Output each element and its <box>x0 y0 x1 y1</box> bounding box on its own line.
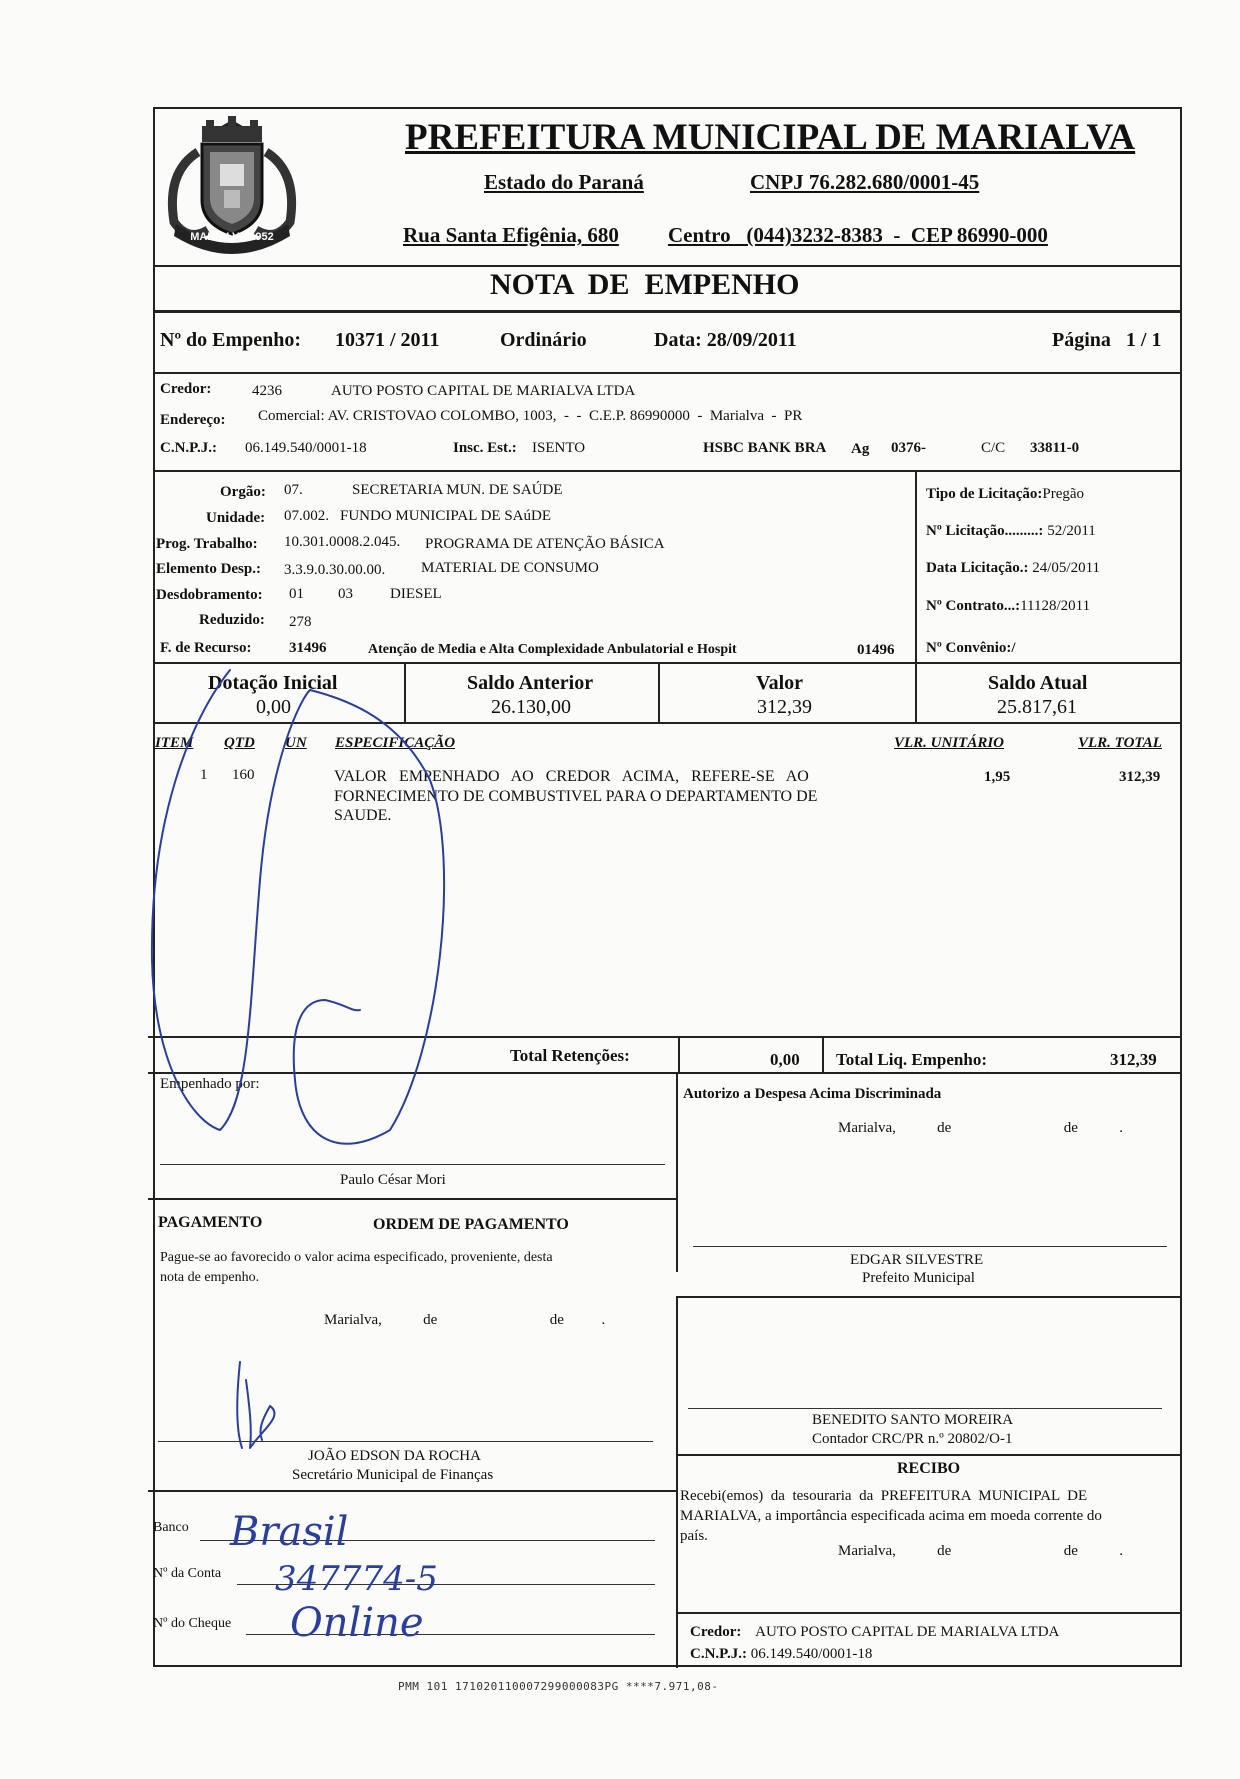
address-rest: Centro (044)3232-8383 - CEP 86990-000 <box>668 223 1048 247</box>
retencoes-value: 0,00 <box>770 1050 800 1069</box>
liq-value: 312,39 <box>1110 1050 1157 1069</box>
bank-name: HSBC BANK BRA <box>703 440 827 456</box>
empenhado-name: Paulo César Mori <box>340 1172 446 1188</box>
bottom-cnpj-label: C.N.P.J.: <box>690 1646 747 1662</box>
recibo-text-3: país. <box>680 1528 708 1544</box>
large-signature-stroke <box>152 670 444 1144</box>
contador-name: BENEDITO SANTO MOREIRA <box>812 1412 1014 1428</box>
dotacao-inicial-label: Dotação Inicial <box>208 672 338 694</box>
insc-value: ISENTO <box>532 440 586 456</box>
place-date-2: Marialva, de de . <box>324 1312 606 1328</box>
credor-name: AUTO POSTO CAPITAL DE MARIALVA LTDA <box>331 383 636 399</box>
orgao-name: SECRETARIA MUN. DE SAÚDE <box>352 482 563 498</box>
cc-label: C/C <box>981 440 1006 456</box>
contrato-label: Nº Contrato...: <box>926 598 1021 614</box>
desdob-name: DIESEL <box>390 586 442 602</box>
ag-value: 0376- <box>891 440 926 456</box>
credor-label: Credor: <box>160 381 212 397</box>
ordem-pagamento-label: ORDEM DE PAGAMENTO <box>373 1216 569 1233</box>
col-unit: VLR. UNITÁRIO <box>894 735 1005 751</box>
col-item: ITEM <box>155 735 194 751</box>
prog-label: Prog. Trabalho: <box>156 536 258 552</box>
orgao-label: Orgão: <box>220 484 266 500</box>
col-total: VLR. TOTAL <box>1078 735 1162 751</box>
handwritten-banco: Brasil <box>230 1509 349 1555</box>
prefeito-name: EDGAR SILVESTRE <box>850 1252 984 1268</box>
num-licitacao-label: Nº Licitação.........: <box>926 523 1044 539</box>
valor-label: Valor <box>756 672 804 694</box>
empenho-tipo: Ordinário <box>500 329 587 351</box>
row-espec-1: VALOR EMPENHADO AO CREDOR ACIMA, REFERE-SE AO <box>334 768 809 785</box>
endereco-label: Endereço: <box>160 412 226 428</box>
cnpj-credor-label: C.N.P.J.: <box>160 440 217 456</box>
convenio-label: Nº Convênio:/ <box>926 640 1016 656</box>
recurso-name: Atenção de Media e Alta Complexidade Anbulatorial e Hospit <box>368 642 737 657</box>
autorizo-label: Autorizo a Despesa Acima Discriminada <box>683 1086 942 1102</box>
insc-label: Insc. Est.: <box>453 440 517 456</box>
recibo-text-2: MARIALVA, a importância especificada acima em moeda corrente do <box>680 1508 1102 1524</box>
valor-value: 312,39 <box>757 696 812 718</box>
prefeitura-title: PREFEITURA MUNICIPAL DE MARIALVA <box>405 117 1136 158</box>
prog-code: 10.301.0008.2.045. <box>284 534 401 550</box>
conta-label: Nº da Conta <box>153 1566 222 1581</box>
pagamento-label: PAGAMENTO <box>158 1214 263 1231</box>
recibo-text-1: Recebi(emos) da tesouraria da PREFEITURA MUNICIPAL DE <box>680 1488 1088 1504</box>
data-licitacao-label: Data Licitação.: <box>926 560 1029 576</box>
handwritten-conta: 347774-5 <box>275 1559 438 1599</box>
doc-title: NOTA DE EMPENHO <box>490 268 800 301</box>
state-label: Estado do Paraná <box>484 170 644 194</box>
secretario-role: Secretário Municipal de Finanças <box>292 1467 494 1483</box>
row-unit: 1,95 <box>984 769 1011 785</box>
contador-role: Contador CRC/PR n.º 20802/O-1 <box>812 1431 1013 1447</box>
secretario-name: JOÃO EDSON DA ROCHA <box>308 1448 481 1464</box>
recurso-label: F. de Recurso: <box>160 640 252 656</box>
empenhado-por-label: Empenhado por: <box>160 1076 260 1092</box>
bottom-credor-label: Credor: <box>690 1624 742 1640</box>
tipo-licitacao-label: Tipo de Licitação: <box>926 486 1043 502</box>
tipo-licitacao-value: Pregão <box>1042 486 1085 502</box>
banco-label: Banco <box>153 1520 189 1535</box>
contrato-value: 11128/2011 <box>1020 598 1091 614</box>
empenho-data: Data: 28/09/2011 <box>654 329 797 351</box>
saldo-atual-label: Saldo Atual <box>988 672 1088 694</box>
bottom-credor-value: AUTO POSTO CAPITAL DE MARIALVA LTDA <box>755 1624 1060 1640</box>
pague-text-2: nota de empenho. <box>160 1270 260 1285</box>
cnpj-credor-value: 06.149.540/0001-18 <box>245 440 367 456</box>
row-espec-2: FORNECIMENTO DE COMBUSTIVEL PARA O DEPARTAMENTO DE <box>334 788 818 805</box>
col-espec: ESPECIFICAÇÃO <box>335 735 456 751</box>
unidade-name: FUNDO MUNICIPAL DE SAúDE <box>340 508 551 524</box>
address-label: Rua Santa Efigênia, 680 <box>403 223 619 247</box>
desdob-a: 01 <box>289 586 304 602</box>
saldo-anterior-value: 26.130,00 <box>491 696 571 718</box>
place-date-1: Marialva, de de . <box>838 1120 1123 1136</box>
saldo-atual-value: 25.817,61 <box>997 696 1077 718</box>
elemento-code: 3.3.9.0.30.00.00. <box>284 562 386 578</box>
num-licitacao-value: 52/2011 <box>1047 523 1096 539</box>
desdob-b: 03 <box>338 586 353 602</box>
cnpj-label: CNPJ 76.282.680/0001-45 <box>750 170 980 194</box>
reduzido-value: 278 <box>289 614 312 630</box>
liq-label: Total Liq. Empenho: <box>836 1050 987 1069</box>
ag-label: Ag <box>851 441 870 457</box>
pague-text-1: Pague-se ao favorecido o valor acima especificado, proveniente, desta <box>160 1250 553 1265</box>
data-licitacao-value: 24/05/2011 <box>1032 560 1101 576</box>
elemento-name: MATERIAL DE CONSUMO <box>421 560 599 576</box>
handwritten-cheque: Online <box>290 1600 424 1646</box>
recibo-title: RECIBO <box>897 1460 961 1477</box>
reduzido-label: Reduzido: <box>199 612 265 628</box>
elemento-label: Elemento Desp.: <box>156 561 261 577</box>
prefeito-role: Prefeito Municipal <box>862 1270 975 1286</box>
bottom-cnpj-value: 06.149.540/0001-18 <box>750 1646 873 1662</box>
col-un: UN <box>285 735 307 751</box>
empenho-pagina: Página 1 / 1 <box>1052 329 1162 351</box>
prog-name: PROGRAMA DE ATENÇÃO BÁSICA <box>425 536 665 552</box>
row-item: 1 <box>200 767 208 783</box>
cc-value: 33811-0 <box>1030 440 1080 456</box>
desdob-label: Desdobramento: <box>156 587 263 603</box>
saldo-anterior-label: Saldo Anterior <box>467 672 594 694</box>
empenho-num-value: 10371 / 2011 <box>335 329 440 351</box>
orgao-code: 07. <box>284 482 303 498</box>
footer-code: PMM 101 171020110007299000083PG ****7.971,08- <box>398 1680 719 1693</box>
col-qtd: QTD <box>224 735 255 751</box>
row-qtd: 160 <box>232 767 255 783</box>
credor-code: 4236 <box>252 383 282 399</box>
empenho-num-label: Nº do Empenho: <box>160 329 302 351</box>
retencoes-label: Total Retenções: <box>510 1046 630 1065</box>
unidade-code: 07.002. <box>284 508 329 524</box>
coat-of-arms-text: MARIALVA 1952 <box>190 231 274 243</box>
unidade-label: Unidade: <box>206 510 266 526</box>
place-date-3: Marialva, de de . <box>838 1543 1123 1559</box>
cheque-label: Nº do Cheque <box>153 1616 232 1631</box>
dotacao-inicial-value: 0,00 <box>256 696 291 718</box>
recurso-num: 01496 <box>857 642 895 658</box>
recurso-code: 31496 <box>289 640 327 656</box>
endereco-value: Comercial: AV. CRISTOVAO COLOMBO, 1003, - - C.E.P. 86990000 - Marialva - PR <box>258 408 803 424</box>
row-total: 312,39 <box>1119 769 1161 785</box>
row-espec-3: SAUDE. <box>334 807 392 824</box>
secretario-signature-stroke <box>237 1362 274 1448</box>
